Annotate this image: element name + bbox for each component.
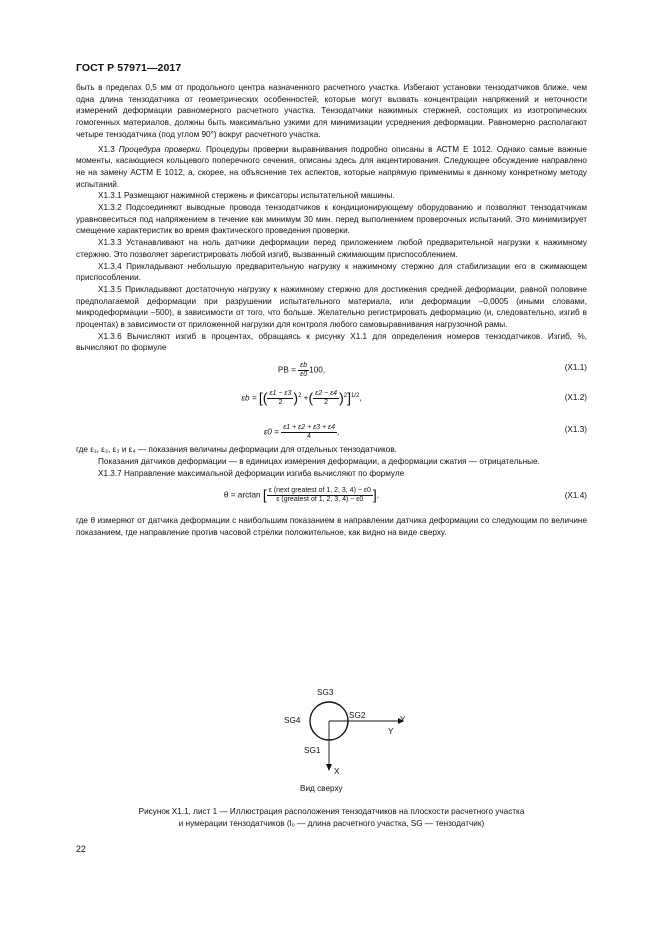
label-sg2: SG2 [349,711,366,720]
equation-x1-3: ε0 = $\frac{\varepsilon 1 + \varepsilon 2 + \varepsilon 3 + \varepsilon 4}{4}$ , (X1.3) [263,424,587,441]
document-body [76,82,587,539]
equation-x1-2: εb = [( $\frac{\varepsilon 1 - \varepsilon 3}{2}$ )$^2$ +( $\frac{\varepsilon 2 - \varepsilon 4}{2}$ )$^2$]$^{1/2}$, (X1.2) [241,389,587,407]
equation-x1-1: PB = $\frac{\varepsilon b}{\varepsilon 0}$ 100, (X1.1) [277,362,587,379]
clause-text: Процедуры проверки выравнивания подробно описаны в АСТМ Е 1012. Однако самые важные моменты, касающиеся кольцевого поперечного сечения, описаны здесь для акцентирования. Следующее обсуждение направлено не на замену АСТМ Е 1012, а, скорее, на объяснение тех аспектов, которые напрямую применимы к данному конкретному методу испытаний. [76,144,587,189]
figure-caption [76,806,587,830]
diagram-graphics [272,684,422,799]
paragraph: где ε₁, ε₂, ε₃ и ε₄ — показания величины деформации для отдельных тензодатчиков. [76,445,397,455]
label-x-axis: X [334,767,340,776]
label-y-axis: Y [400,715,406,724]
clause-number: X1.3 [98,144,115,154]
label-sg3: SG3 [317,688,334,697]
paragraph: X1.3.1 Размещают нажимной стержень и фиксаторы испытательной машины. [98,191,395,201]
strain-gauge-diagram [272,684,422,799]
paragraph-procedure [76,144,587,191]
paragraph: X1.3.5 Прикладывают достаточную нагрузку к нажимному стержню для достижения средней деформации, равной половине предполагаемой деформации при разрушении испытательного материала, или деформации –0,0005 (иными словами, микродеформации –500), в зависимости от того, что больше. Желательно регистрировать деформацию (и, следовательно, изгиб в процентах) в зависимости от приложенной нагрузки для контроля любого самовыравнивания нагрузочной рамы. [76,284,587,330]
equation-number: (X1.2) [564,393,587,403]
paragraph: X1.3.3 Устанавливают на ноль датчики деформации перед приложением любой предварительной нагрузки к нажимному стержню. Это позволяет зарегистрировать любой изгиб, вызванный сжимающим приспособлением. [76,238,587,259]
caption-line-2: и нумерации тензодатчиков (l₀ — длина расчетного участка, SG — тензодатчик) [178,819,485,828]
equation-x1-4: θ = arctan [ $\frac{\text{ε (next greatest of 1, 2, 3, 4) − ε0}}{\text{ε (greatest of 1, 2, 3, 4) − ε0}}$ ], (X1.4) [223,486,587,504]
paragraph: X1.3.2 Подсоединяют выводные провода тензодатчиков к кондиционирующему оборудованию и позволяют тензодатчикам уравновеситься под напряжением в течение как минимум 30 мин. перед выполнением проверочных испытаний. Это минимизирует смещение характеристик во время фактического проведения проверки. [76,203,587,236]
document-header: ГОСТ Р 57971—2017 [76,62,182,74]
paragraph: где θ измеряют от датчика деформации с наибольшим показанием в направлении датчика деформации со следующим по величине показанием, где направление против часовой стрелки положительное, как видно на виде сверху. [76,516,587,537]
caption-line-1: Рисунок X1.1, лист 1 — Иллюстрация расположения тензодатчиков на плоскости расчетного участка [138,807,525,816]
label-top-view: Вид сверху [300,784,343,793]
label-sg1: SG1 [304,746,321,755]
paragraph: X1.3.4 Прикладывают небольшую предварительную нагрузку к нажимному стержню для стабилизации его в сжимающем приспособлении. [76,261,587,283]
equation-number: (X1.1) [564,363,587,373]
clause-title: Процедура проверки. [118,144,203,154]
equation-number: (X1.3) [564,425,587,435]
paragraph: быть в пределах 0,5 мм от продольного центра назначенного расчетного участка. Избегают установки тензодатчиков ближе, чем одна длина тензодатчика от геометрических особенностей, которые могут вызвать концентрации напряжений и неточности измерений деформации равномерного расчетного участка. Тензодатчики нажимных стержней, состоящих из изотропических гомогенных материалов, должны быть максимально узкими для минимизации усреднения деформации. Равномерно располагают четыре тензодатчика (под углом 90°) вокруг расчетного участка. [76,83,587,139]
label-y-axis-secondary: Y [388,727,394,736]
x-axis-arrow [326,764,332,771]
label-sg4: SG4 [284,716,301,725]
paragraph: X1.3.7 Направление максимальной деформации изгиба вычисляют по формуле [98,468,405,478]
page-number: 22 [76,844,86,854]
paragraph: Показания датчиков деформации — в единицах измерения деформации, а деформации сжатия — отрицательные. [98,456,540,466]
equation-number: (X1.4) [564,491,587,501]
paragraph: X1.3.6 Вычисляют изгиб в процентах, обращаясь к рисунку X1.1 для определения номеров тензодатчиков. Изгиб, %, вычисляют по формуле [76,331,587,353]
